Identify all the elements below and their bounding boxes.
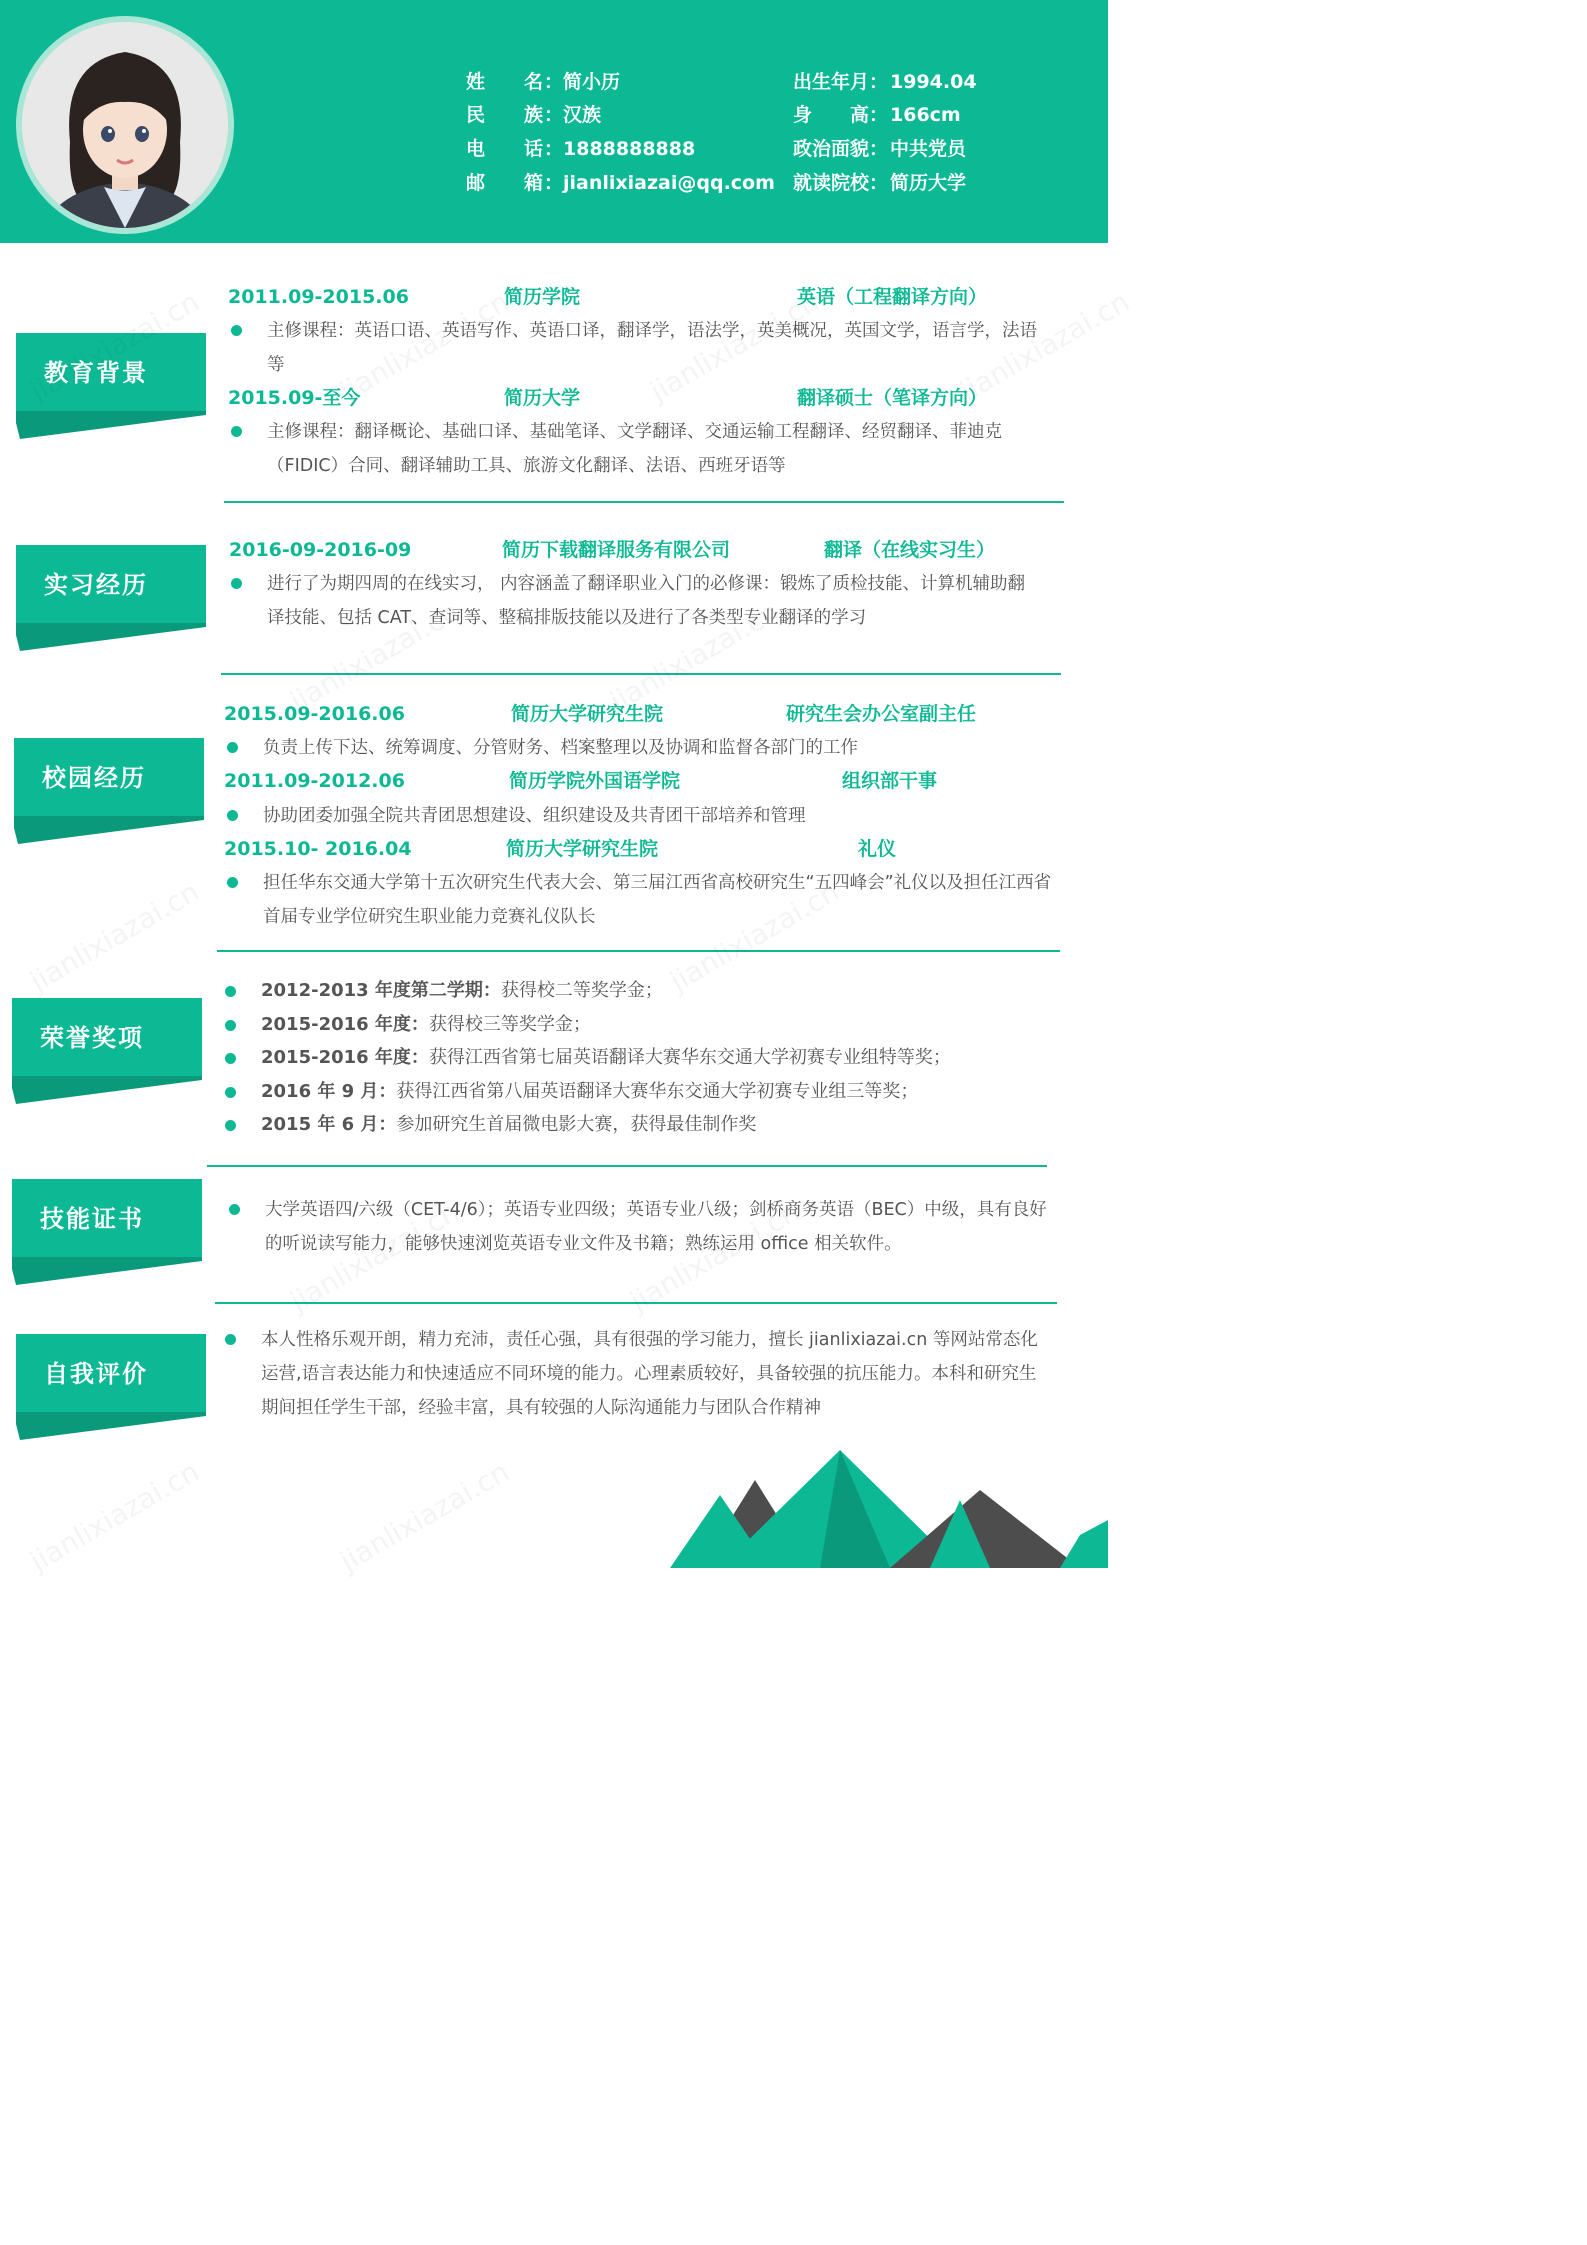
info-sep: ： — [544, 172, 564, 194]
info-name-value: 简小历 — [563, 71, 621, 93]
bullet-dot — [225, 986, 236, 997]
honor-item-4 — [261, 1079, 918, 1105]
info-label-name-char2: 名 — [524, 71, 544, 93]
intern-company: 简历下载翻译服务有限公司 — [502, 539, 731, 561]
info-label-ethnicity-char2: 族 — [524, 104, 544, 126]
edu-1-date: 2011.09-2015.06 — [228, 286, 409, 308]
intern-date: 2016-09-2016-09 — [229, 539, 412, 561]
bullet-dot — [225, 1087, 236, 1098]
info-label-phone-char2: 话 — [524, 138, 544, 160]
bullet-dot — [229, 1204, 240, 1215]
info-label-birth: 出生年月 — [793, 71, 870, 93]
honor-3-text: 获得江西省第七届英语翻译大赛华东交通大学初赛专业组特等奖； — [428, 1047, 951, 1068]
section-tab-education — [16, 333, 208, 443]
campus-2-date: 2011.09-2012.06 — [224, 770, 405, 792]
info-birth-value: 1994.04 — [890, 71, 977, 93]
info-sep: ： — [869, 138, 889, 160]
honor-5-text: 参加研究生首届微电影大赛，获得最佳制作奖 — [396, 1114, 757, 1135]
info-school-value: 简历大学 — [890, 172, 967, 194]
bullet-dot — [227, 810, 238, 821]
bullet-dot — [231, 578, 242, 589]
info-politics-value: 中共党员 — [890, 138, 967, 160]
info-phone-value: 1888888888 — [563, 138, 696, 160]
bullet-dot — [227, 877, 238, 888]
intern-role: 翻译（在线实习生） — [824, 539, 996, 561]
edu-2-date: 2015.09-至今 — [228, 387, 361, 409]
info-height-value: 166cm — [890, 104, 961, 126]
info-label-email-char1: 邮 — [466, 172, 486, 194]
honor-2-label: 2015-2016 年度： — [261, 1014, 429, 1035]
section-tab-honors — [12, 998, 204, 1108]
bullet-dot — [227, 742, 238, 753]
honor-item-1 — [261, 978, 663, 1004]
info-sep: ： — [869, 71, 889, 93]
honor-1-label: 2012-2013 年度第二学期： — [261, 980, 501, 1001]
section-tab-campus — [14, 738, 206, 848]
campus-1-date: 2015.09-2016.06 — [224, 703, 405, 725]
section-divider — [221, 673, 1061, 675]
edu-2-school: 简历大学 — [504, 387, 581, 409]
info-sep: ： — [544, 71, 564, 93]
self-evaluation-text: 本人性格乐观开朗，精力充沛，责任心强，具有很强的学习能力，擅长 jianlixiazai.cn 等网站常态化运营,语言表达能力和快速适应不同环境的能力。心理素质较好，具备较强的抗压能力。本科和研究生期间担任学生干部，经验丰富，具有较强的人际沟通能力与团队合作精神 — [261, 1330, 1038, 1418]
honor-4-label: 2016 年 9 月： — [261, 1081, 397, 1102]
info-label-phone-char1: 电 — [466, 138, 486, 160]
honor-4-text: 获得江西省第八届英语翻译大赛华东交通大学初赛专业组三等奖； — [396, 1081, 919, 1102]
info-sep: ： — [869, 172, 889, 194]
bullet-dot — [225, 1120, 236, 1131]
campus-3-org: 简历大学研究生院 — [506, 838, 659, 860]
campus-1-description: 负责上传下达、统筹调度、分管财务、档案整理以及协调和监督各部门的工作 — [263, 738, 858, 758]
intern-description: 进行了为期四周的在线实习， 内容涵盖了翻译职业入门的必修课：锻炼了质检技能、计算机辅助翻译技能、包括 CAT、查词等、整稿排版技能以及进行了各类型专业翻译的学习 — [267, 574, 1026, 628]
section-tab-self — [16, 1334, 208, 1444]
campus-1-role: 研究生会办公室副主任 — [786, 703, 977, 725]
edu-2-major: 翻译硕士（笔译方向） — [797, 387, 988, 409]
info-label-name-char1: 姓 — [466, 71, 486, 93]
campus-1-org: 简历大学研究生院 — [511, 703, 664, 725]
honor-item-3 — [261, 1045, 951, 1071]
section-tab-skills — [12, 1179, 204, 1289]
info-label-email-char2: 箱 — [524, 172, 544, 194]
edu-2-courses: 主修课程：翻译概论、基础口译、基础笔译、文学翻译、交通运输工程翻译、经贸翻译、菲迪克（FIDIC）合同、翻译辅助工具、旅游文化翻译、法语、西班牙语等 — [267, 422, 1002, 476]
section-tab-internship — [16, 545, 208, 655]
campus-2-description: 协助团委加强全院共青团思想建设、组织建设及共青团干部培养和管理 — [263, 806, 806, 826]
avatar-portrait-image — [22, 22, 228, 228]
honor-5-label: 2015 年 6 月： — [261, 1114, 397, 1135]
bullet-dot — [231, 426, 242, 437]
watermark — [24, 875, 204, 998]
section-divider — [224, 501, 1064, 503]
bullet-dot — [225, 1053, 236, 1064]
info-ethnicity-value: 汉族 — [563, 104, 602, 126]
honor-item-2 — [261, 1012, 591, 1038]
campus-2-role: 组织部干事 — [842, 770, 938, 792]
section-title-campus: 校园经历 — [42, 764, 146, 792]
info-label-school: 就读院校 — [793, 172, 870, 194]
honor-2-text: 获得校三等奖学金； — [428, 1014, 591, 1035]
campus-3-role: 礼仪 — [858, 838, 897, 860]
watermark — [334, 1455, 514, 1578]
info-label-height-char2: 高 — [850, 104, 870, 126]
info-sep: ： — [869, 104, 889, 126]
info-label-politics: 政治面貌 — [793, 138, 870, 160]
section-title-self: 自我评价 — [44, 1360, 148, 1388]
avatar — [16, 16, 234, 234]
bullet-dot — [225, 1020, 236, 1031]
info-label-ethnicity-char1: 民 — [466, 104, 486, 126]
edu-1-courses: 主修课程：英语口语、英语写作、英语口译，翻译学，语法学，英美概况，英国文学，语言学，法语等 — [267, 321, 1037, 375]
honor-item-5 — [261, 1112, 756, 1138]
edu-1-school: 简历学院 — [504, 286, 581, 308]
campus-3-date: 2015.10- 2016.04 — [224, 838, 412, 860]
honor-3-label: 2015-2016 年度： — [261, 1047, 429, 1068]
section-title-skills: 技能证书 — [40, 1205, 144, 1233]
watermark — [24, 1455, 204, 1578]
edu-1-major: 英语（工程翻译方向） — [797, 286, 988, 308]
bullet-dot — [225, 1334, 236, 1345]
section-divider — [215, 1302, 1057, 1304]
honor-1-text: 获得校二等奖学金； — [500, 980, 663, 1001]
section-title-education: 教育背景 — [44, 359, 148, 387]
campus-3-description: 担任华东交通大学第十五次研究生代表大会、第三届江西省高校研究生“五四峰会”礼仪以及担任江西省首届专业学位研究生职业能力竞赛礼仪队长 — [263, 873, 1052, 927]
mountain-decoration — [660, 1440, 1108, 1568]
skills-description: 大学英语四/六级（CET-4/6）；英语专业四级；英语专业八级；剑桥商务英语（BEC）中级，具有良好的听说读写能力，能够快速浏览英语专业文件及书籍；熟练运用 office 相关软件。 — [265, 1200, 1047, 1254]
info-label-height-char1: 身 — [793, 104, 813, 126]
info-email-value: jianlixiazai@qq.com — [563, 172, 775, 194]
section-divider — [207, 1165, 1047, 1167]
campus-2-org: 简历学院外国语学院 — [509, 770, 681, 792]
section-divider — [217, 950, 1060, 952]
info-sep: ： — [544, 104, 564, 126]
section-title-honors: 荣誉奖项 — [40, 1024, 144, 1052]
section-title-internship: 实习经历 — [44, 571, 148, 599]
info-sep: ： — [544, 138, 564, 160]
bullet-dot — [231, 325, 242, 336]
